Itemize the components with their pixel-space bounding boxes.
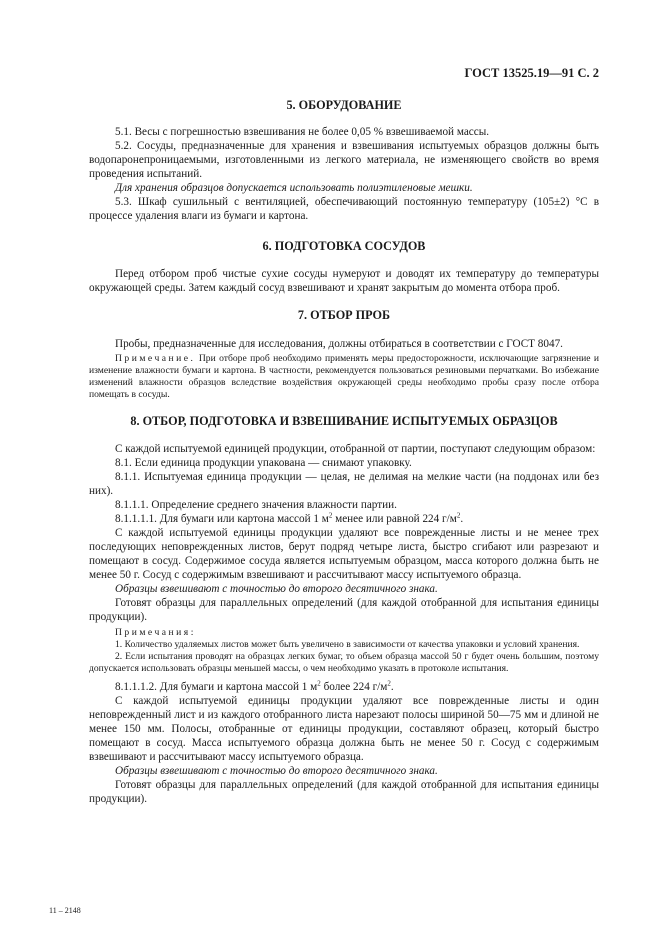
section-7-title: 7. ОТБОР ПРОБ (297, 308, 391, 322)
paragraph-8-intro: С каждой испытуемой единицей продукции, отобранной от партии, поступают следующим образом: (115, 443, 596, 455)
superscript: 2 (387, 679, 391, 688)
text-part: . (460, 513, 464, 525)
paragraph-7: Пробы, предназначенные для исследования, должны отбираться в соответствии с ГОСТ 8047. (115, 338, 563, 350)
superscript: 2 (328, 511, 333, 520)
text-part: менее или равной 224 г/м (332, 513, 457, 525)
text-part: 8.1.1.1.1. Для бумаги или картона массой 1 м (115, 513, 329, 525)
paragraph-procedure-2: С каждой испытуемой единицы продукции удаляют все поврежденные листы и один неповрежденный лист и из каждого отобранного листа нарезают полосы шириной 50—75 мм и длиной не менее 150 мм. Полосы, отобранные от единицы продукции, составляют образец, который быстро помещают в сосуд. Масса испытуемого образца должна быть не менее 50 г. Сосуд с содержимым взвешивают и рассчитывают массу испытуемого образца. (89, 695, 599, 763)
paragraph-8-1: 8.1. Если единица продукции упакована — снимают упаковку. (115, 457, 412, 469)
paragraph-parallel-1: Готовят образцы для параллельных определений (для каждой отобранной для испытания единицы продукции). (89, 597, 599, 623)
page-footer: 11 – 2148 (49, 906, 81, 915)
text-part: более 224 г/м (320, 681, 388, 693)
note-1: 1. Количество удаляемых листов может быть увеличено в зависимости от качества упаковки и условий хранения. (115, 639, 580, 650)
section-6-title: 6. ПОДГОТОВКА СОСУДОВ (262, 239, 426, 253)
superscript: 2 (317, 679, 321, 688)
paragraph-8-1-1-1: 8.1.1.1. Определение среднего значения влажности партии. (115, 499, 397, 511)
document-header: ГОСТ 13525.19—91 С. 2 (464, 66, 599, 80)
note-7 (89, 353, 599, 401)
paragraph-parallel-2: Готовят образцы для параллельных определений (для каждой отобранной для испытания единицы продукции). (89, 779, 599, 805)
note-label: Примечание. (115, 353, 196, 364)
note-2: 2. Если испытания проводят на образцах легких бумаг, то объем образца массой 50 г будет очень большим, поэтому допускается использовать образцы меньшей массы, о чем необходимо указать в протоколе испытания. (89, 651, 599, 674)
section-5-title: 5. ОБОРУДОВАНИЕ (286, 98, 402, 112)
paragraph-8-1-1: 8.1.1. Испытуемая единица продукции — целая, не делимая на мелкие части (на поддонах или без них). (89, 471, 599, 497)
paragraph-procedure-1: С каждой испытуемой единицы продукции удаляют все поврежденные листы и не менее трех последующих неповрежденных листов, берут подряд четыре листа, быстро сгибают или разрезают и помещают в сосуд. Содержимое сосуда является испытуемым образцом, масса которого должна быть не менее 50 г. Сосуд с содержимым взвешивают и рассчитывают массу испытуемого образца. (89, 527, 599, 581)
paragraph-8-1-1-1-1 (89, 512, 599, 526)
note-text: При отборе проб необходимо применять меры предосторожности, исключающие загрязнение и изменение влажности бумаги и картона. В частности, рекомендуется пользоваться резиновыми перчатками. Во избежание изменений влажности образцов вследствие воздействия окружающей среды необходимо пробы сразу после отбора помещать в сосуды. (89, 353, 599, 400)
text-part: . (390, 681, 394, 693)
paragraph-5-2-note: Для хранения образцов допускается использовать полиэтиленовые мешки. (115, 182, 473, 194)
superscript: 2 (456, 511, 461, 520)
section-8-title: 8. ОТБОР, ПОДГОТОВКА И ВЗВЕШИВАНИЕ ИСПЫТУЕМЫХ ОБРАЗЦОВ (130, 414, 558, 428)
paragraph-weighing-2: Образцы взвешивают с точностью до второго десятичного знака. (115, 765, 438, 777)
notes-label: Примечания: (115, 627, 196, 638)
page-content (89, 96, 599, 806)
text-part: 8.1.1.1.2. Для бумаги и картона массой 1 м (115, 681, 318, 693)
paragraph-6: Перед отбором проб чистые сухие сосуды нумеруют и доводят их температуру до температуры окружающей среды. Затем каждый сосуд взвешивают и хранят закрытым до момента отбора проб. (89, 268, 599, 294)
paragraph-5-1: 5.1. Весы с погрешностью взвешивания не более 0,05 % взвешиваемой массы. (115, 126, 490, 138)
paragraph-weighing-1: Образцы взвешивают с точностью до второго десятичного знака. (115, 583, 438, 595)
paragraph-5-3: 5.3. Шкаф сушильный с вентиляцией, обеспечивающий постоянную температуру (105±2) °С в процессе удаления влаги из бумаги и картона. (89, 196, 599, 222)
paragraph-5-2: 5.2. Сосуды, предназначенные для хранения и взвешивания испытуемых образцов должны быть водопаронепроницаемыми, изготовленными из легкого материала, не изменяющего свойств во время проведения испытаний. (89, 140, 599, 180)
paragraph-8-1-1-1-2 (89, 680, 599, 694)
